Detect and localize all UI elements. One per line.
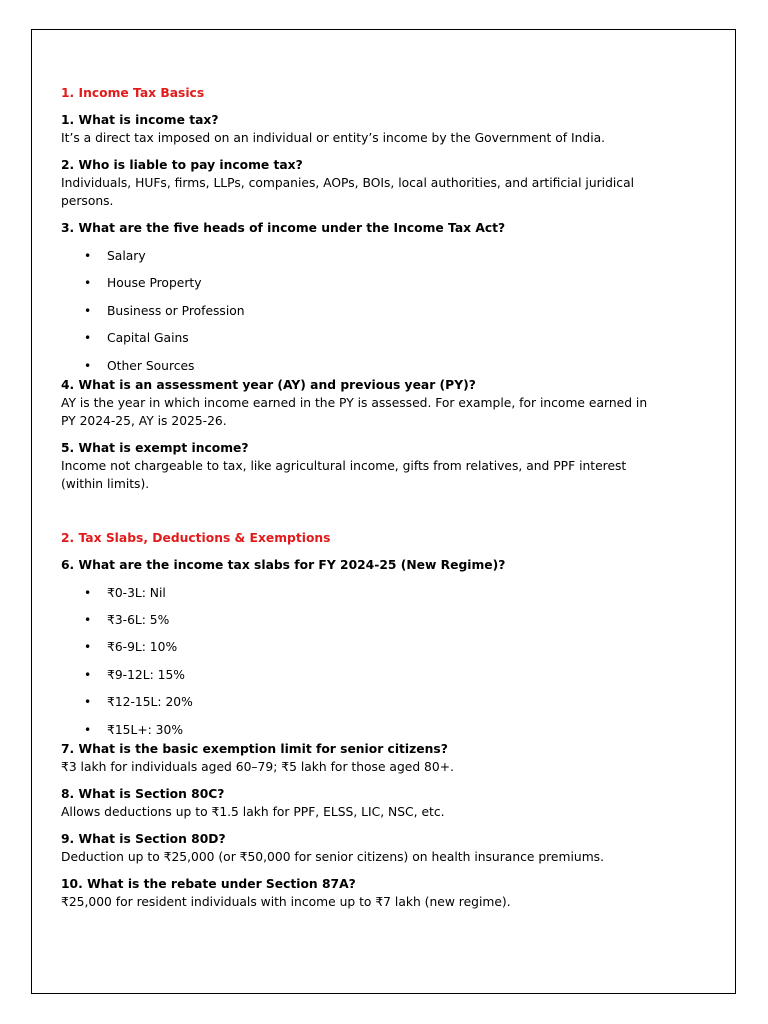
bullet-icon: • <box>84 303 92 318</box>
bullet-icon: • <box>84 695 92 710</box>
bullet-icon: • <box>84 612 92 627</box>
question: 6. What are the income tax slabs for FY 2024-25 (New Regime)? <box>61 557 506 572</box>
faq-item-6 <box>61 556 661 740</box>
answer: Income not chargeable to tax, like agricultural income, gifts from relatives, and PPF interest (within limits). <box>61 458 627 491</box>
bullet-icon: • <box>84 331 92 346</box>
answer: It’s a direct tax imposed on an individual or entity’s income by the Government of India. <box>61 131 606 145</box>
answer: ₹3 lakh for individuals aged 60–79; ₹5 lakh for those aged 80+. <box>61 759 454 774</box>
section-spacer <box>61 502 661 529</box>
faq-item-7 <box>61 740 661 776</box>
document-content <box>61 84 661 920</box>
faq-item-3 <box>61 219 661 376</box>
list-item: • Capital Gains <box>84 331 189 346</box>
question: 1. What is income tax? <box>61 113 219 127</box>
list-item: • ₹9-12L: 15% <box>84 667 185 682</box>
list-item: • ₹15L+: 30% <box>84 722 184 737</box>
answer: Individuals, HUFs, firms, LLPs, companies, AOPs, BOIs, local authorities, and artificial juridical persons. <box>61 176 635 208</box>
section-heading-basics: 1. Income Tax Basics <box>61 86 205 100</box>
list-item: • ₹12-15L: 20% <box>84 695 193 710</box>
bullet-icon: • <box>84 585 92 600</box>
faq-item-5 <box>61 439 661 493</box>
list-item: • ₹3-6L: 5% <box>84 612 170 627</box>
question: 8. What is Section 80C? <box>61 786 225 801</box>
list-item: • ₹0-3L: Nil <box>84 585 166 600</box>
list-item: • House Property <box>84 276 202 291</box>
bullet-icon: • <box>84 640 92 655</box>
heads-of-income-list <box>61 247 661 376</box>
answer: Allows deductions up to ₹1.5 lakh for PPF, ELSS, LIC, NSC, etc. <box>61 804 445 819</box>
answer: ₹25,000 for resident individuals with income up to ₹7 lakh (new regime). <box>61 894 511 909</box>
question: 2. Who is liable to pay income tax? <box>61 158 303 172</box>
faq-item-10 <box>61 875 661 911</box>
question: 5. What is exempt income? <box>61 440 249 455</box>
faq-item-4 <box>61 376 661 430</box>
list-item: • Other Sources <box>84 358 195 373</box>
list-item: • ₹6-9L: 10% <box>84 640 178 655</box>
faq-item-2 <box>61 156 661 210</box>
question: 4. What is an assessment year (AY) and previous year (PY)? <box>61 377 476 392</box>
faq-item-1 <box>61 111 661 147</box>
bullet-icon: • <box>84 667 92 682</box>
list-item: • Salary <box>84 249 146 263</box>
list-item: • Business or Profession <box>84 303 245 318</box>
bullet-icon: • <box>84 722 92 737</box>
question: 7. What is the basic exemption limit for senior citizens? <box>61 741 448 756</box>
tax-slabs-list <box>61 584 661 740</box>
question: 9. What is Section 80D? <box>61 831 226 846</box>
faq-item-9 <box>61 830 661 866</box>
question: 3. What are the five heads of income under the Income Tax Act? <box>61 221 506 235</box>
answer: Deduction up to ₹25,000 (or ₹50,000 for senior citizens) on health insurance premiums. <box>61 849 604 864</box>
section-heading-tax-slabs: 2. Tax Slabs, Deductions & Exemptions <box>61 530 331 545</box>
faq-item-8 <box>61 785 661 821</box>
bullet-icon: • <box>84 249 92 263</box>
answer: AY is the year in which income earned in the PY is assessed. For example, for income earned in PY 2024-25, AY is 2025-26. <box>61 395 648 428</box>
bullet-icon: • <box>84 358 92 373</box>
bullet-icon: • <box>84 276 92 291</box>
question: 10. What is the rebate under Section 87A? <box>61 876 356 891</box>
